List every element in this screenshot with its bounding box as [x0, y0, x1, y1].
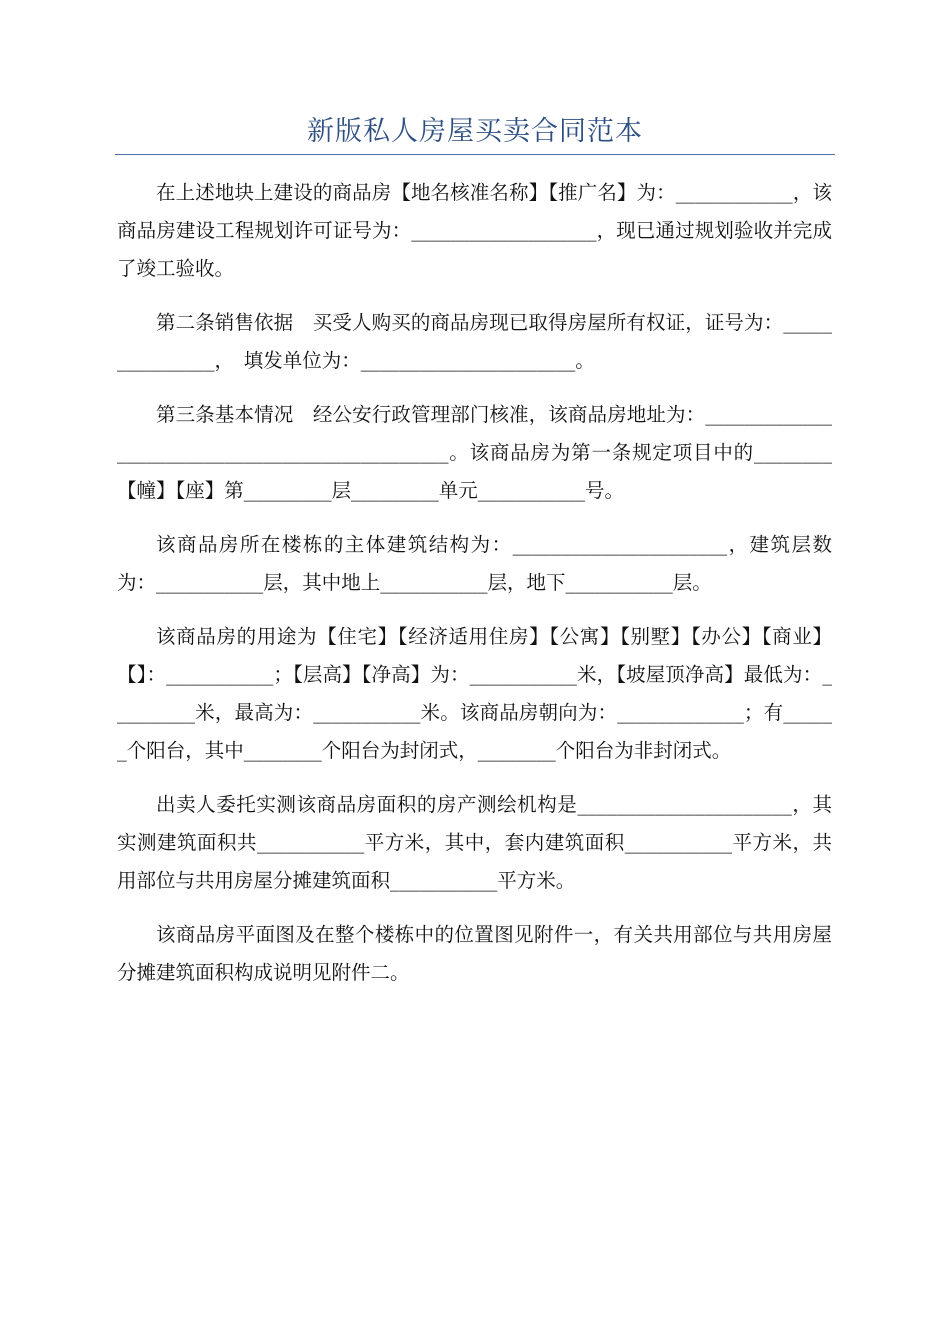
paragraph-structure: 该商品房所在楼栋的主体建筑结构为：______________________，建筑层数为：___________层，其中地上___________层，地下___________层。 — [117, 533, 832, 594]
title-underline — [115, 154, 835, 155]
paragraph-project-name: 在上述地块上建设的商品房【地名核准名称】【推广名】为：____________，该商品房建设工程规划许可证号为：___________________，现已通过规划验收并完成了竣工验收。 — [117, 181, 832, 280]
paragraph-article-3: 第三条基本情况 经公安行政管理部门核准，该商品房地址为：_______________________________________________。该商品房为第一条规定项目中的________【幢】【座】第_________层_________单元___________号。 — [117, 403, 832, 502]
paragraph-area: 出卖人委托实测该商品房面积的房产测绘机构是______________________，其实测建筑面积共___________平方米，其中，套内建筑面积___________平方米，共用部位与共用房屋分摊建筑面积___________平方米。 — [117, 793, 832, 892]
document-body — [117, 174, 832, 1008]
paragraph-usage: 该商品房的用途为【住宅】【经济适用住房】【公寓】【别墅】【办公】【商业】【】：___________；【层高】【净高】为：___________米，【坡屋顶净高】最低为：_________米，最高为：___________米。该商品房朝向为：_____________；有______个阳台，其中________个阳台为封闭式，________个阳台为非封闭式。 — [117, 625, 832, 762]
document-title: 新版私人房屋买卖合同范本 — [307, 116, 643, 147]
paragraph-attachments: 该商品房平面图及在整个楼栋中的位置图见附件一，有关共用部位与共用房屋分摊建筑面积构成说明见附件二。 — [117, 923, 832, 984]
paragraph-article-2: 第二条销售依据 买受人购买的商品房现已取得房屋所有权证，证号为：_______________， 填发单位为：______________________。 — [117, 311, 832, 372]
